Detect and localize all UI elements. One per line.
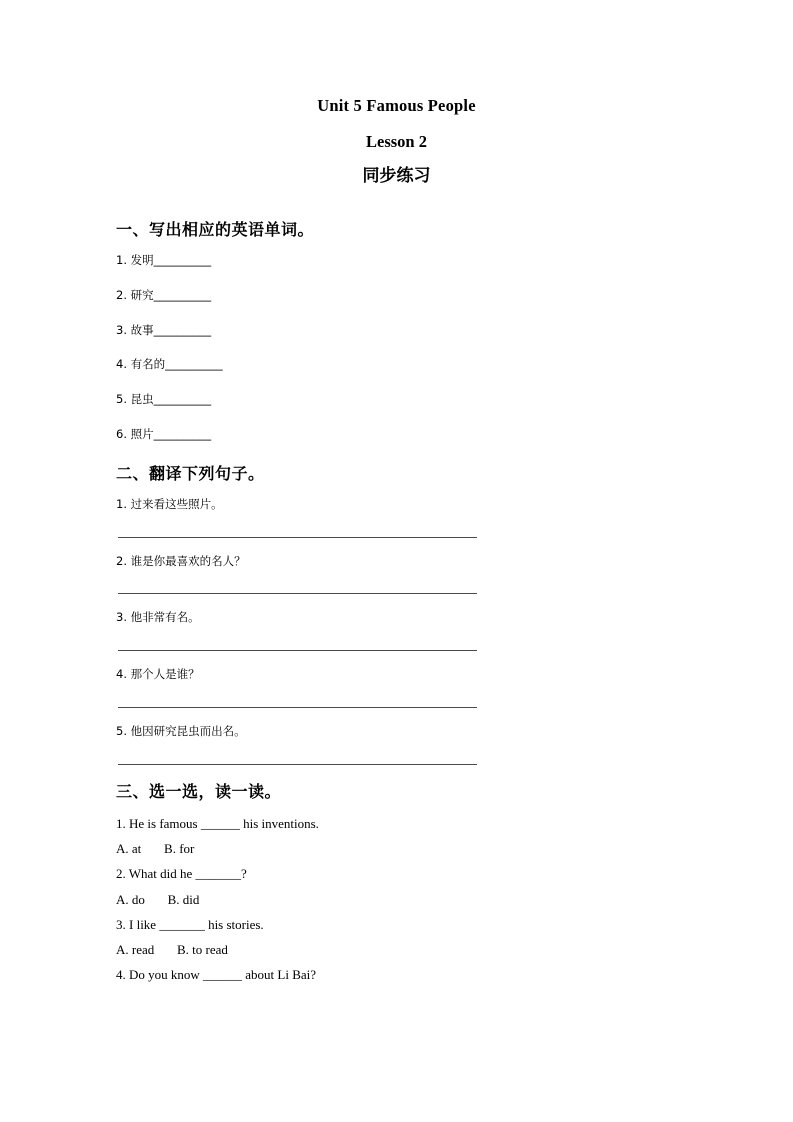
mc-options[interactable]: A. read B. to read bbox=[116, 942, 228, 957]
mc-question: 1. He is famous ______ his inventions. bbox=[116, 815, 319, 831]
vocab-item: 5. 昆虫__________ bbox=[116, 392, 212, 407]
worksheet-content bbox=[0, 220, 793, 984]
translation-item: 2. 谁是你最喜欢的名人？ bbox=[116, 553, 246, 568]
section-vocabulary bbox=[116, 220, 677, 442]
section-2-heading: 二、翻译下列句子。 bbox=[116, 463, 265, 483]
section-1-heading: 一、写出相应的英语单词。 bbox=[116, 219, 315, 239]
answer-line[interactable] bbox=[118, 593, 477, 594]
answer-line[interactable] bbox=[118, 537, 477, 538]
translation-item: 5. 他因研究昆虫而出名。 bbox=[116, 723, 246, 738]
answer-line[interactable] bbox=[118, 707, 477, 708]
section-translation bbox=[116, 464, 677, 765]
translation-item: 3. 他非常有名。 bbox=[116, 610, 200, 625]
mc-question: 2. What did he _______? bbox=[116, 866, 247, 882]
vocab-item: 4. 有名的__________ bbox=[116, 357, 223, 372]
section-multiple-choice bbox=[116, 782, 677, 984]
translation-item: 4. 那个人是谁？ bbox=[116, 667, 200, 682]
vocab-item: 1. 发明__________ bbox=[116, 252, 212, 267]
section-3-heading: 三、选一选，读一读。 bbox=[116, 781, 282, 801]
mc-options[interactable]: A. at B. for bbox=[116, 841, 195, 856]
mc-question: 4. Do you know ______ about Li Bai? bbox=[116, 967, 317, 983]
translation-item: 1. 过来看这些照片。 bbox=[116, 496, 223, 511]
vocab-item: 2. 研究__________ bbox=[116, 287, 212, 302]
lesson-title: Lesson 2 bbox=[366, 131, 427, 151]
answer-line[interactable] bbox=[118, 764, 477, 765]
document-header bbox=[0, 96, 793, 186]
vocab-item: 6. 照片__________ bbox=[116, 426, 212, 441]
mc-question: 3. I like _______ his stories. bbox=[116, 916, 264, 932]
worksheet-subtitle: 同步练习 bbox=[362, 165, 431, 186]
mc-options[interactable]: A. do B. did bbox=[116, 891, 200, 907]
page-title: Unit 5 Famous People bbox=[317, 96, 476, 115]
answer-line[interactable] bbox=[118, 650, 477, 651]
vocab-item: 3. 故事__________ bbox=[116, 322, 212, 337]
